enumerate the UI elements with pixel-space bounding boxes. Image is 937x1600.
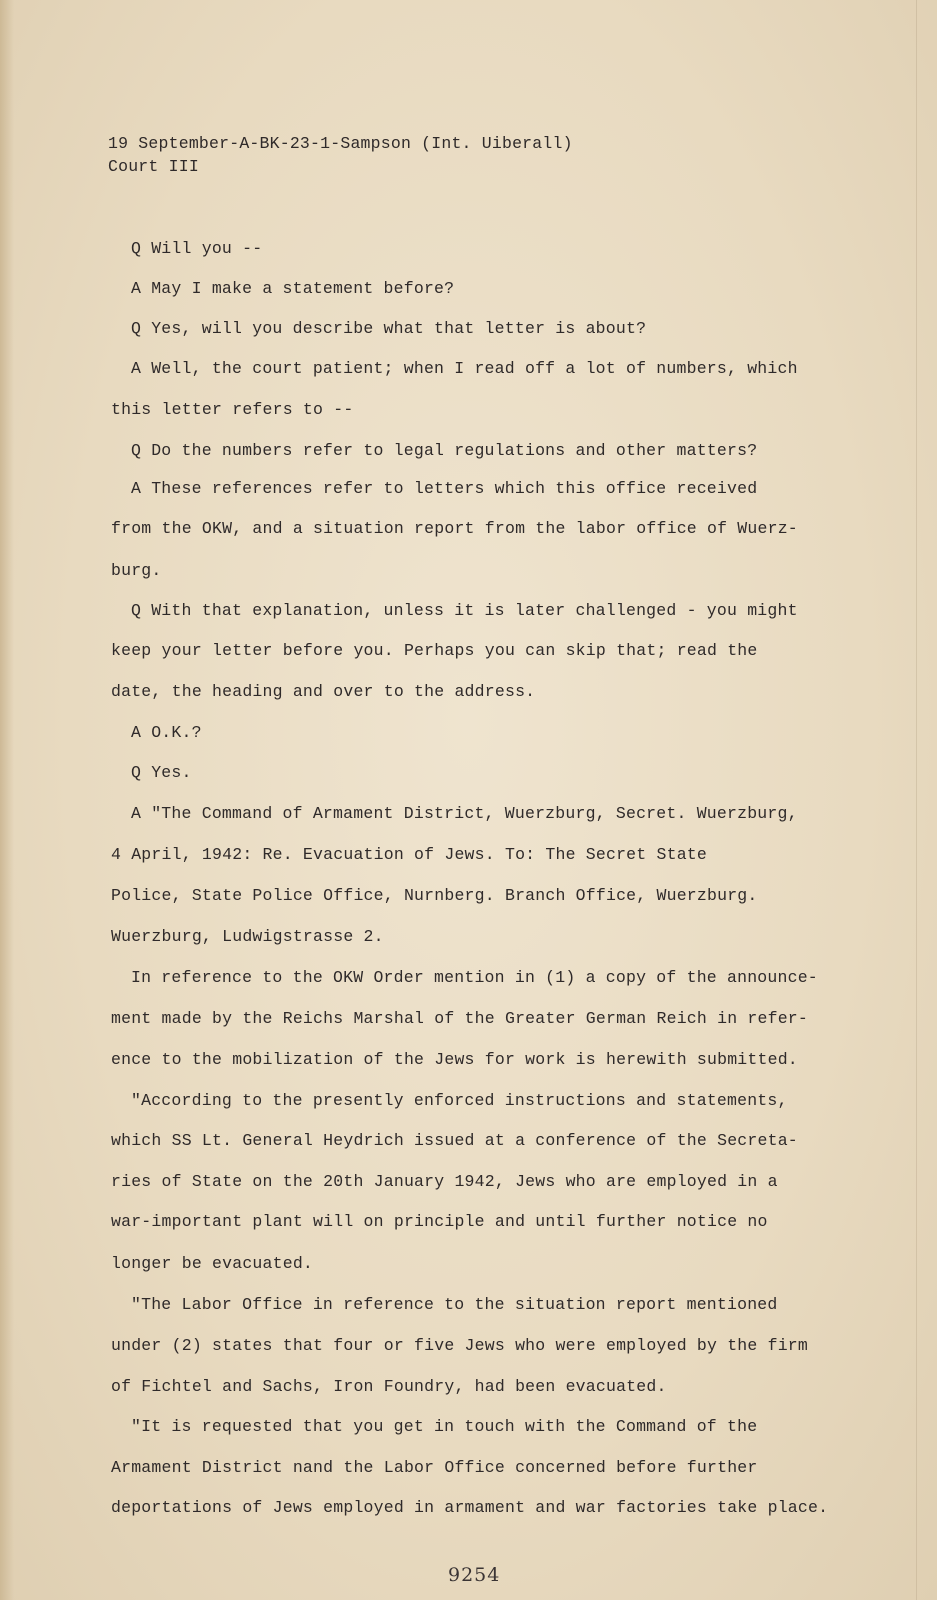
text-line-9: burg.	[111, 561, 162, 580]
text-line-32: deportations of Jews employed in armament and war factories take place.	[111, 1498, 829, 1517]
text-line-8: from the OKW, and a situation report from the labor office of Wuerz-	[111, 519, 798, 538]
text-line-7: A These references refer to letters which this office received	[131, 479, 758, 498]
text-line-18: Wuerzburg, Ludwigstrasse 2.	[111, 927, 384, 946]
text-line-13: A O.K.?	[131, 723, 202, 742]
text-line-21: ence to the mobilization of the Jews for work is herewith submitted.	[111, 1050, 798, 1069]
text-line-27: "The Labor Office in reference to the situation report mentioned	[131, 1295, 778, 1314]
text-line-3: Q Yes, will you describe what that letter is about?	[131, 319, 647, 338]
text-line-6: Q Do the numbers refer to legal regulations and other matters?	[131, 441, 758, 460]
text-line-14: Q Yes.	[131, 763, 192, 782]
text-line-1: Q Will you --	[131, 239, 263, 258]
text-line-26: longer be evacuated.	[111, 1254, 314, 1273]
text-line-23: which SS Lt. General Heydrich issued at a conference of the Secreta-	[111, 1131, 798, 1150]
text-line-28: under (2) states that four or five Jews who were employed by the firm	[111, 1336, 809, 1355]
text-line-31: Armament District nand the Labor Office concerned before further	[111, 1458, 758, 1477]
text-line-20: ment made by the Reichs Marshal of the Greater German Reich in refer-	[111, 1009, 809, 1028]
text-line-17: Police, State Police Office, Nurnberg. Branch Office, Wuerzburg.	[111, 886, 758, 905]
header-line-1: 19 September-A-BK-23-1-Sampson (Int. Uiberall)	[108, 134, 573, 153]
page-number: 9254	[448, 1564, 501, 1586]
text-line-15: A "The Command of Armament District, Wuerzburg, Secret. Wuerzburg,	[131, 804, 798, 823]
text-line-10: Q With that explanation, unless it is later challenged - you might	[131, 601, 798, 620]
text-line-22: "According to the presently enforced instructions and statements,	[131, 1091, 788, 1110]
text-line-4: A Well, the court patient; when I read off a lot of numbers, which	[131, 359, 798, 378]
text-line-25: war-important plant will on principle and until further notice no	[111, 1212, 768, 1231]
text-line-16: 4 April, 1942: Re. Evacuation of Jews. To: The Secret State	[111, 845, 707, 864]
text-line-30: "It is requested that you get in touch with the Command of the	[131, 1417, 758, 1436]
text-line-2: A May I make a statement before?	[131, 279, 455, 298]
text-line-11: keep your letter before you. Perhaps you can skip that; read the	[111, 641, 758, 660]
text-line-19: In reference to the OKW Order mention in (1) a copy of the announce-	[131, 968, 818, 987]
header-line-2: Court III	[108, 157, 199, 176]
text-line-29: of Fichtel and Sachs, Iron Foundry, had been evacuated.	[111, 1377, 667, 1396]
text-line-24: ries of State on the 20th January 1942, Jews who are employed in a	[111, 1172, 778, 1191]
text-line-5: this letter refers to --	[111, 400, 354, 419]
text-line-12: date, the heading and over to the address.	[111, 682, 536, 701]
